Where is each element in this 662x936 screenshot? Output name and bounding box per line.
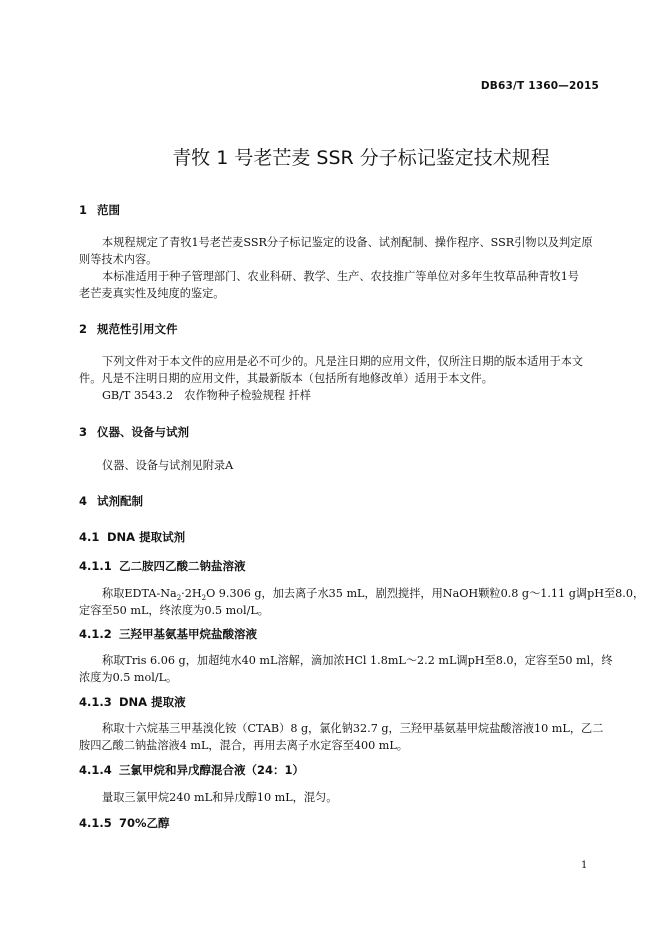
text-run: O 9.306 g，加去离子水35 mL，剧烈搅拌，用NaOH颗粒0.8 g～1.11 g调pH至8.0， <box>206 587 645 600</box>
subsection-4-1-4-heading <box>79 762 304 778</box>
paragraph-line: 浓度为0.5 mol/L。 <box>79 671 178 684</box>
section-1-heading <box>79 202 120 218</box>
section-number: 4 <box>79 494 88 508</box>
paragraph-line: 定容至50 mL，终浓度为0.5 mol/L。 <box>79 604 269 617</box>
paragraph-line: 胺四乙酸二钠盐溶液4 mL，混合，再用去离子水定容至400 mL。 <box>79 739 408 752</box>
paragraph-line: 本标准适用于种子管理部门、农业科研、教学、生产、农技推广等单位对多年生牧草品种青牧1号 <box>102 270 579 283</box>
subsection-4-1-heading <box>79 529 185 545</box>
section-title: 规范性引用文件 <box>97 322 178 336</box>
subsection-4-1-3-heading <box>79 694 186 710</box>
subsection-title: 三羟甲基氨基甲烷盐酸溶液 <box>119 627 257 641</box>
standard-code: DB63/T 1360—2015 <box>480 80 599 92</box>
subsection-title: DNA 提取液 <box>119 695 186 709</box>
normative-reference: GB/T 3543.2 农作物种子检验规程 扦样 <box>102 389 311 402</box>
section-4-heading <box>79 493 143 509</box>
subsection-4-1-2-heading <box>79 626 257 642</box>
paragraph-line: 称取Tris 6.06 g，加超纯水40 mL溶解，滴加浓HCl 1.8mL～2.2 mL调pH至8.0，定容至50 ml，终 <box>102 654 613 667</box>
subsection-number: 4.1.5 <box>79 816 112 830</box>
subsection-number: 4.1.2 <box>79 627 112 641</box>
section-2-heading <box>79 321 178 337</box>
subsection-number: 4.1.3 <box>79 695 112 709</box>
paragraph-line: 则等技术内容。 <box>79 253 158 266</box>
paragraph-line: 老芒麦真实性及纯度的鉴定。 <box>79 287 225 300</box>
subsection-number: 4.1.1 <box>79 559 112 573</box>
subsection-4-1-5-heading <box>79 815 170 831</box>
section-number: 2 <box>79 322 88 336</box>
paragraph-line: 件。凡是不注明日期的应用文件，其最新版本（包括所有地修改单）适用于本文件。 <box>79 372 493 385</box>
section-number: 1 <box>79 203 88 217</box>
paragraph-line: 称取十六烷基三甲基溴化铵（CTAB）8 g，氯化钠32.7 g，三羟甲基氨基甲烷盐酸溶液10 mL，乙二 <box>102 722 604 735</box>
page-number: 1 <box>581 860 588 871</box>
paragraph-line: 量取三氯甲烷240 mL和异戊醇10 mL，混匀。 <box>102 791 338 804</box>
subsection-number: 4.1 <box>79 530 100 544</box>
section-title: 仪器、设备与试剂 <box>97 425 189 439</box>
paragraph-line: 仪器、设备与试剂见附录A <box>102 459 234 472</box>
paragraph-line: 下列文件对于本文件的应用是必不可少的。凡是注日期的应用文件，仅所注日期的版本适用于本文 <box>102 355 584 368</box>
text-run: 称取EDTA-Na <box>102 587 177 600</box>
section-number: 3 <box>79 425 88 439</box>
subsection-title: 三氯甲烷和异戊醇混合液（24：1） <box>119 763 305 777</box>
subsection-number: 4.1.4 <box>79 763 112 777</box>
paragraph-line: 本规程规定了青牧1号老芒麦SSR分子标记鉴定的设备、试剂配制、操作程序、SSR引物以及判定原 <box>102 236 593 249</box>
document-title: 青牧 1 号老芒麦 SSR 分子标记鉴定技术规程 <box>172 147 550 169</box>
subscript: 2 <box>201 594 207 603</box>
section-3-heading <box>79 424 189 440</box>
section-title: 范围 <box>97 203 120 217</box>
subscript: 2 <box>176 594 182 603</box>
subsection-title: DNA 提取试剂 <box>107 530 186 544</box>
subsection-title: 乙二胺四乙酸二钠盐溶液 <box>119 559 246 573</box>
subsection-4-1-1-heading <box>79 558 246 574</box>
subsection-title: 70%乙醇 <box>119 816 170 830</box>
text-run: ·2H <box>181 587 202 600</box>
section-title: 试剂配制 <box>97 494 143 508</box>
